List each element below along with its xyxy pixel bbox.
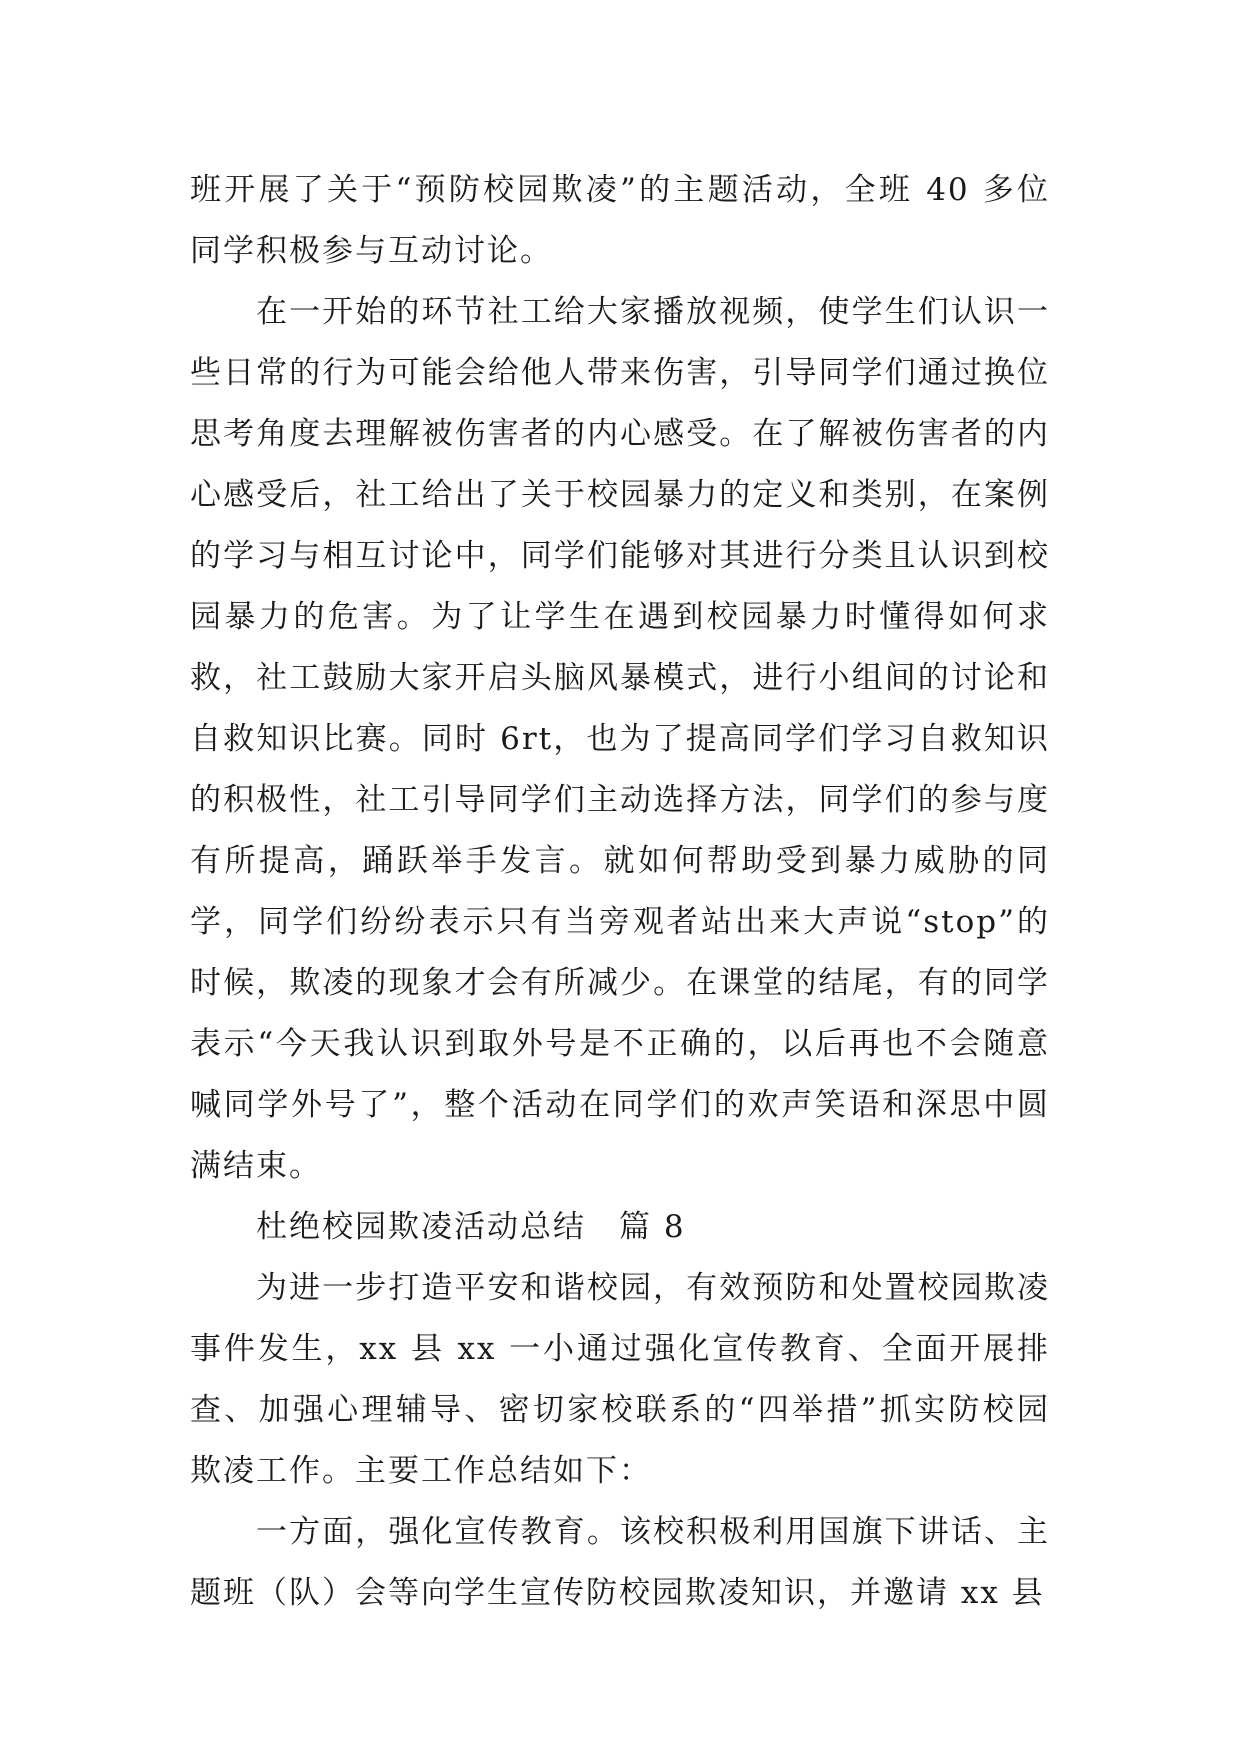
paragraph-introduction: 为进一步打造平安和谐校园，有效预防和处置校园欺凌事件发生，xx 县 xx 一小通过强化宣传教育、全面开展排查、加强心理辅导、密切家校联系的“四举措”抓实防校园欺凌工作。主要工作总结如下： [190, 1270, 1050, 1489]
section-heading: 杜绝校园欺凌活动总结 篇 8 [256, 1209, 686, 1245]
document-page [190, 160, 1050, 1624]
paragraph-measure-one: 一方面，强化宣传教育。该校积极利用国旗下讲话、主题班（队）会等向学生宣传防校园欺凌知识，并邀请 xx 县 [190, 1514, 1050, 1611]
paragraph-activity-description: 在一开始的环节社工给大家播放视频，使学生们认识一些日常的行为可能会给他人带来伤害，引导同学们通过换位思考角度去理解被伤害者的内心感受。在了解被伤害者的内心感受后，社工给出了关于校园暴力的定义和类别，在案例的学习与相互讨论中，同学们能够对其进行分类且认识到校园暴力的危害。为了让学生在遇到校园暴力时懂得如何求救，社工鼓励大家开启头脑风暴模式，进行小组间的讨论和自救知识比赛。同时 6rt，也为了提高同学们学习自救知识的积极性，社工引导同学们主动选择方法，同学们的参与度有所提高，踊跃举手发言。就如何帮助受到暴力威胁的同学，同学们纷纷表示只有当旁观者站出来大声说“stop”的时候，欺凌的现象才会有所减少。在课堂的结尾，有的同学表示“今天我认识到取外号是不正确的，以后再也不会随意喊同学外号了”，整个活动在同学们的欢声笑语和深思中圆满结束。 [190, 294, 1050, 1184]
paragraph-continuation: 班开展了关于“预防校园欺凌”的主题活动，全班 40 多位同学积极参与互动讨论。 [190, 172, 1050, 269]
